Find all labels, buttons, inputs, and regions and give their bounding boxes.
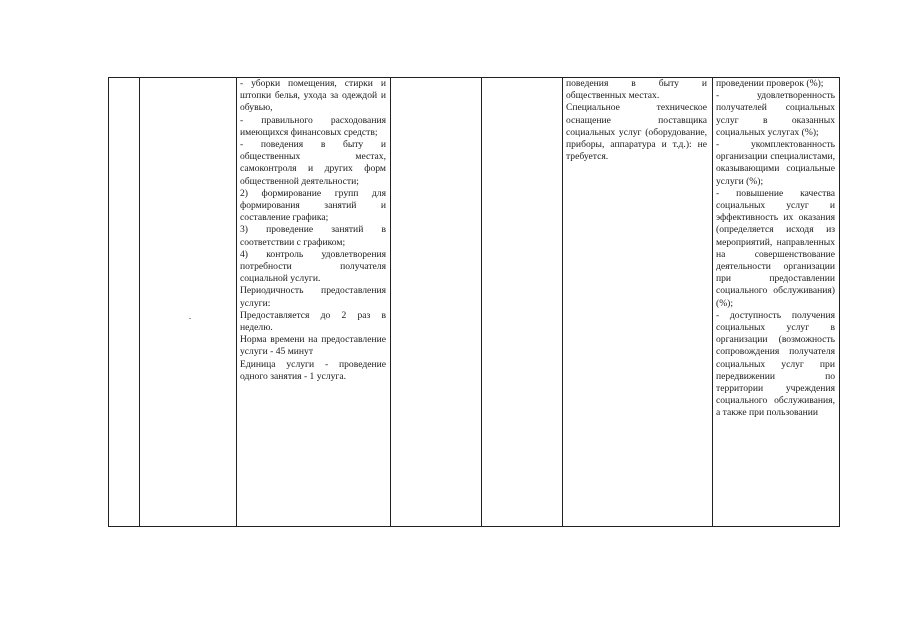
conditions-cell xyxy=(566,78,707,163)
column-divider xyxy=(562,78,563,526)
text-line: 4) контроль удовлетворения потребности получателя социальной услуги. xyxy=(240,248,386,285)
text-line: 2) формирование групп для формирования занятий и составление графика; xyxy=(240,187,386,224)
text-line: - укомплектованность организации специалистами, оказывающими социальные услуги (%); xyxy=(716,139,835,187)
text-line: проведении проверок (%); xyxy=(716,78,824,89)
service-description-cell xyxy=(240,78,386,383)
text-line: Специальное техническое оснащение поставщика социальных услуг (оборудование, приборы, аппаратура и т.д.): не требуется. xyxy=(566,102,707,163)
text-line: Предоставляется до 2 раз в неделю. xyxy=(240,309,386,334)
text-line: - правильного расходования имеющихся финансовых средств; xyxy=(240,114,386,138)
column-divider xyxy=(390,78,391,526)
column-divider xyxy=(236,78,237,526)
text-line: - удовлетворенность получателей социальных услуг в оказанных социальных услугах (%); xyxy=(716,90,835,138)
text-line: - повышение качества социальных услуг и эффективность их оказания (определяется исходя из мероприятий, направленных на совершенствование деятельности организации при предоставлении социального обслуживания) (%); xyxy=(716,187,835,309)
column-divider xyxy=(712,78,713,526)
text-line: Норма времени на предоставление услуги - 45 минут xyxy=(240,334,386,358)
text-line: поведения в быту и общественных местах. xyxy=(566,78,707,102)
services-table xyxy=(108,77,840,527)
text-line: Периодичность предоставления услуги: xyxy=(240,285,386,309)
column-divider xyxy=(481,78,482,526)
quality-indicators-cell xyxy=(716,78,835,526)
text-line: Единица услуги - проведение одного занятия - 1 услуга. xyxy=(240,358,386,382)
scan-speck xyxy=(189,318,191,319)
text-line: - поведения в быту и общественных местах, самоконтроля и других форм общественной деятельности; xyxy=(240,139,386,187)
column-divider xyxy=(139,78,140,526)
text-line: 3) проведение занятий в соответствии с графиком; xyxy=(240,224,386,248)
text-line: - уборки помещения, стирки и штопки белья, ухода за одеждой и обувью, xyxy=(240,78,386,114)
text-line: - доступность получения социальных услуг в организации (возможность сопровождения получателя социальных услуг при передвижении по территории учреждения социального обслуживания, а также при пользовании xyxy=(716,309,835,419)
